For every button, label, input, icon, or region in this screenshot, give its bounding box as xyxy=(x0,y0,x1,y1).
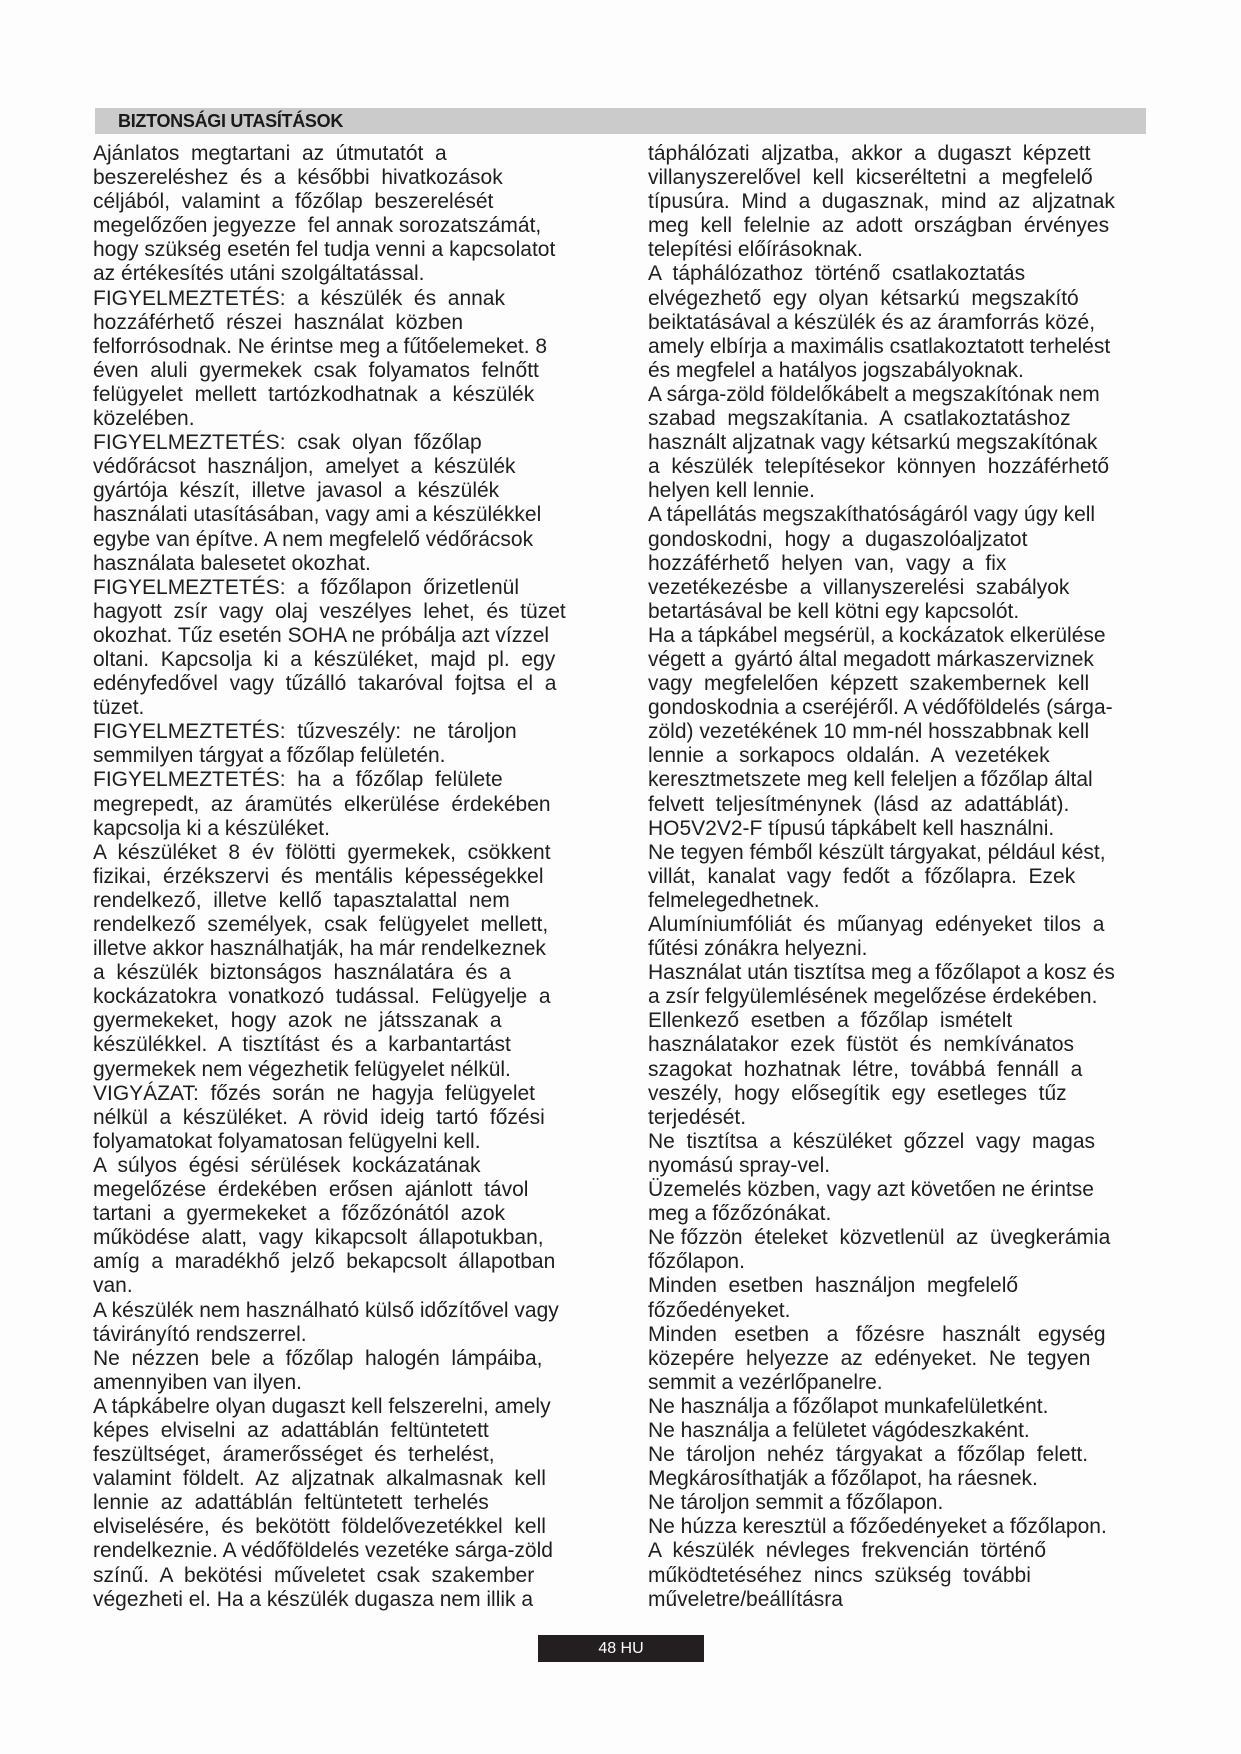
text-line: távirányító rendszerrel. xyxy=(93,1322,307,1346)
text-line: A sárga-zöld földelőkábelt a megszakítónak nem xyxy=(648,382,1100,406)
text-line: gondoskodnia a cseréjéről. A védőföldelés (sárga- xyxy=(648,696,1113,720)
text-line: végezheti el. Ha a készülék dugasza nem illik a xyxy=(93,1587,534,1611)
text-line: villát, kanalat vagy fedőt a főzőlapra. Ezek xyxy=(648,864,1076,888)
text-line: Ne tároljon nehéz tárgyakat a főzőlap felett. xyxy=(648,1443,1089,1467)
text-line: főzőlapon. xyxy=(648,1250,745,1274)
text-line: A súlyos égési sérülések kockázatának xyxy=(93,1153,481,1177)
text-line: Megkárosíthatják a főzőlapot, ha ráesnek. xyxy=(648,1467,1038,1491)
text-line: FIGYELMEZTETÉS: csak olyan főzőlap xyxy=(93,431,482,455)
text-line: illetve akkor használhatják, ha már rendelkeznek xyxy=(93,937,546,961)
text-line: villanyszerelővel kell kicseréltetni a megfelelő xyxy=(648,166,1093,190)
text-line: rendelkeznie. A védőföldelés vezetéke sárga-zöld xyxy=(93,1539,553,1563)
text-line: A tápkábelre olyan dugaszt kell felszerelni, amely xyxy=(93,1394,551,1418)
text-line: meg a főzőzónákat. xyxy=(648,1202,832,1226)
text-line: Ne használja a felületet vágódeszkaként. xyxy=(648,1418,1030,1442)
text-line: Használat után tisztítsa meg a főzőlapot a kosz és xyxy=(648,961,1115,985)
text-line: Alumíniumfóliát és műanyag edényeket tilos a xyxy=(648,913,1105,936)
text-line: a zsír felgyülemlésének megelőzése érdekében. xyxy=(648,985,1098,1009)
text-line: Ne húzza keresztül a főzőedényeket a főzőlapon. xyxy=(648,1515,1107,1539)
text-line: semmilyen tárgyat a főzőlap felületén. xyxy=(93,744,446,768)
text-line: vezetékezésbe a villanyszerelési szabályok xyxy=(648,575,1070,599)
text-line: tüzet. xyxy=(93,696,145,720)
text-line: FIGYELMEZTETÉS: a készülék és annak xyxy=(93,286,505,310)
text-line: felforrósodnak. Ne érintse meg a fűtőelemeket. 8 xyxy=(93,334,548,358)
text-line: Ajánlatos megtartani az útmutatót a xyxy=(93,142,447,165)
text-line: éven aluli gyermekek csak folyamatos felnőtt xyxy=(93,358,539,382)
text-line: felvett teljesítménynek (lásd az adattáblát). xyxy=(648,792,1070,816)
text-line: lennie az adattáblán feltüntetett terhelés xyxy=(93,1491,489,1515)
text-line: meg kell felelnie az adott országban érvényes xyxy=(648,214,1110,238)
text-line: védőrácsot használjon, amelyet a készülék xyxy=(93,455,516,479)
text-line: Ne tároljon semmit a főzőlapon. xyxy=(648,1491,944,1515)
text-line: közelében. xyxy=(93,407,195,431)
text-line: folyamatokat folyamatosan felügyelni kell. xyxy=(93,1129,481,1153)
text-line: A tápellátás megszakíthatóságáról vagy úgy kell xyxy=(648,503,1096,527)
text-line: amennyiben van ilyen. xyxy=(93,1370,302,1394)
text-line: helyen kell lennie. xyxy=(648,479,815,503)
text-line: az értékesítés utáni szolgáltatással. xyxy=(93,262,425,286)
text-line: használt aljzatnak vagy kétsarkú megszakítónak xyxy=(648,431,1098,455)
text-line: Ne nézzen bele a főzőlap halogén lámpáiba, xyxy=(93,1346,543,1370)
text-line: zöld) vezetékének 10 mm-nél hosszabbnak kell xyxy=(648,720,1090,744)
text-line: a készülék telepítésekor könnyen hozzáférhető xyxy=(648,455,1110,479)
text-line: hagyott zsír vagy olaj veszélyes lehet, és tüzet xyxy=(93,599,566,623)
text-line: terjedését. xyxy=(648,1105,747,1129)
text-line: felmelegedhetnek. xyxy=(648,888,820,912)
text-line: fizikai, érzékszervi és mentális képességekkel xyxy=(93,864,544,888)
text-line: színű. A bekötési műveletet csak szakember xyxy=(93,1563,535,1587)
text-line: gyermekek nem végezhetik felügyelet nélkül. xyxy=(93,1057,511,1081)
text-line: gondoskodni, hogy a dugaszolóaljzatot xyxy=(648,527,1028,551)
text-line: közepére helyezze az edényeket. Ne tegyen xyxy=(648,1346,1091,1370)
right-text-column xyxy=(648,142,1168,1612)
text-line: A táphálózathoz történő csatlakoztatás xyxy=(648,262,1026,286)
text-line: gyártója készít, illetve javasol a készülék xyxy=(93,479,500,503)
text-line: megrepedt, az áramütés elkerülése érdekében xyxy=(93,792,551,816)
text-line: betartásával be kell kötni egy kapcsolót. xyxy=(648,599,1020,623)
text-line: képes elviselni az adattáblán feltüntetett xyxy=(93,1418,489,1442)
text-line: fűtési zónákra helyezni. xyxy=(648,937,868,961)
text-line: megelőzése érdekében erősen ajánlott távol xyxy=(93,1178,529,1202)
text-line: használata balesetet okozhat. xyxy=(93,551,371,575)
text-line: gyermekeket, hogy azok ne játsszanak a xyxy=(93,1009,502,1033)
text-line: tartani a gyermekeket a főzőzónától azok xyxy=(93,1202,506,1226)
text-line: FIGYELMEZTETÉS: ha a főzőlap felülete xyxy=(93,768,503,792)
text-line: lennie a sorkapocs oldalán. A vezetékek xyxy=(648,744,1050,768)
text-line: használatakor ezek füstöt és nemkívánatos xyxy=(648,1033,1075,1057)
text-line: A készülék névleges frekvencián történő xyxy=(648,1539,1047,1563)
text-line: megelőzően jegyezze fel annak sorozatszámát, xyxy=(93,214,542,238)
text-line: FIGYELMEZTETÉS: tűzveszély: ne tároljon xyxy=(93,720,517,744)
text-line: HO5V2V2-F típusú tápkábelt kell használni. xyxy=(648,816,1055,840)
text-line: valamint földelt. Az aljzatnak alkalmasnak kell xyxy=(93,1467,546,1491)
text-line: A készüléket 8 év fölötti gyermekek, csökkent xyxy=(93,840,551,864)
text-line: kockázatokra vonatkozó tudással. Felügyelje a xyxy=(93,985,551,1009)
text-line: Minden esetben a főzésre használt egység xyxy=(648,1322,1106,1346)
section-header-bar xyxy=(95,108,1146,134)
text-line: FIGYELMEZTETÉS: a főzőlapon őrizetlenül xyxy=(93,575,520,599)
text-line: Ne tegyen fémből készült tárgyakat, például kést, xyxy=(648,840,1106,864)
text-line: Ne használja a főzőlapot munkafelületként. xyxy=(648,1394,1049,1418)
text-line: beiktatásával a készülék és az áramforrás közé, xyxy=(648,310,1096,334)
text-line: Ne tisztítsa a készüléket gőzzel vagy magas xyxy=(648,1129,1096,1153)
text-line: telepítési előírásoknak. xyxy=(648,238,863,262)
text-line: típusúra. Mind a dugasznak, mind az aljzatnak xyxy=(648,190,1115,214)
text-line: kapcsolja ki a készüléket. xyxy=(93,816,330,840)
text-line: elviselésére, és bekötött földelővezetékkel kell xyxy=(93,1515,546,1539)
text-line: elvégezhető egy olyan kétsarkú megszakító xyxy=(648,286,1079,310)
text-line: beszereléshez és a későbbi hivatkozások xyxy=(93,166,503,190)
section-title: BIZTONSÁGI UTASÍTÁSOK xyxy=(118,111,344,131)
text-line: nélkül a készüléket. A rövid ideig tartó főzési xyxy=(93,1105,545,1129)
text-line: a készülék biztonságos használatára és a xyxy=(93,961,511,985)
text-line: felügyelet mellett tartózkodhatnak a készülék xyxy=(93,382,535,406)
text-line: szagokat hozhatnak létre, továbbá fennáll a xyxy=(648,1057,1083,1081)
text-line: keresztmetszete meg kell feleljen a főzőlap által xyxy=(648,768,1093,792)
text-line: Ha a tápkábel megsérül, a kockázatok elkerülése xyxy=(648,623,1106,647)
text-line: Ellenkező esetben a főzőlap ismételt xyxy=(648,1009,1013,1033)
text-line: Üzemelés közben, vagy azt követően ne érintse xyxy=(648,1178,1094,1202)
text-line: hozzáférhető részei használat közben xyxy=(93,310,464,334)
text-line: vagy megfelelően képzett szakembernek kell xyxy=(648,672,1090,696)
text-line: veszély, hogy elősegítik egy esetleges tűz xyxy=(648,1081,1067,1105)
text-line: feszültséget, áramerősséget és terhelést, xyxy=(93,1443,495,1467)
text-line: nyomású spray-vel. xyxy=(648,1153,831,1177)
text-line: Ne főzzön ételeket közvetlenül az üvegkerámia xyxy=(648,1226,1111,1250)
text-line: végett a gyártó által megadott márkaszerviznek xyxy=(648,647,1094,671)
text-line: készülékkel. A tisztítást és a karbantartást xyxy=(93,1033,511,1057)
text-line: amely elbírja a maximális csatlakoztatott terhelést xyxy=(648,334,1111,358)
text-line: rendelkező, illetve kellő tapasztalattal nem xyxy=(93,888,510,912)
text-line: hogy szükség esetén fel tudja venni a kapcsolatot xyxy=(93,238,556,262)
text-line: edényfedővel vagy tűzálló takaróval fojtsa el a xyxy=(93,672,557,696)
text-line: hozzáférhető helyen van, vagy a fix xyxy=(648,551,1007,575)
text-line: táphálózati aljzatba, akkor a dugaszt képzett xyxy=(648,142,1091,165)
text-line: működtetéséhez nincs szükség további xyxy=(648,1563,1031,1587)
text-line: semmit a vezérlőpanelre. xyxy=(648,1370,883,1394)
text-line: A készülék nem használható külső időzítővel vagy xyxy=(93,1298,559,1322)
text-line: főzőedényeket. xyxy=(648,1298,791,1322)
text-line: rendelkező személyek, csak felügyelet mellett, xyxy=(93,913,549,936)
text-line: és megfelel a hatályos jogszabályoknak. xyxy=(648,358,1024,382)
text-line: VIGYÁZAT: főzés során ne hagyja felügyelet xyxy=(93,1081,536,1105)
text-line: használati utasításában, vagy ami a készülékkel xyxy=(93,503,542,527)
text-line: okozhat. Tűz esetén SOHA ne próbálja azt vízzel xyxy=(93,623,550,647)
page-number: 48 HU xyxy=(538,1635,704,1662)
text-line: céljából, valamint a főzőlap beszerelését xyxy=(93,190,494,214)
text-line: egybe van építve. A nem megfelelő védőrácsok xyxy=(93,527,534,551)
text-line: műveletre/beállításra xyxy=(648,1587,843,1611)
text-line: működése alatt, vagy kikapcsolt állapotukban, xyxy=(93,1226,544,1250)
text-line: Minden esetben használjon megfelelő xyxy=(648,1274,1019,1298)
text-line: amíg a maradékhő jelző bekapcsolt állapotban xyxy=(93,1250,556,1274)
text-line: van. xyxy=(93,1274,133,1298)
left-text-column xyxy=(93,142,613,1612)
text-line: szabad megszakítania. A csatlakoztatáshoz xyxy=(648,407,1071,431)
text-line: oltani. Kapcsolja ki a készüléket, majd pl. egy xyxy=(93,647,556,671)
